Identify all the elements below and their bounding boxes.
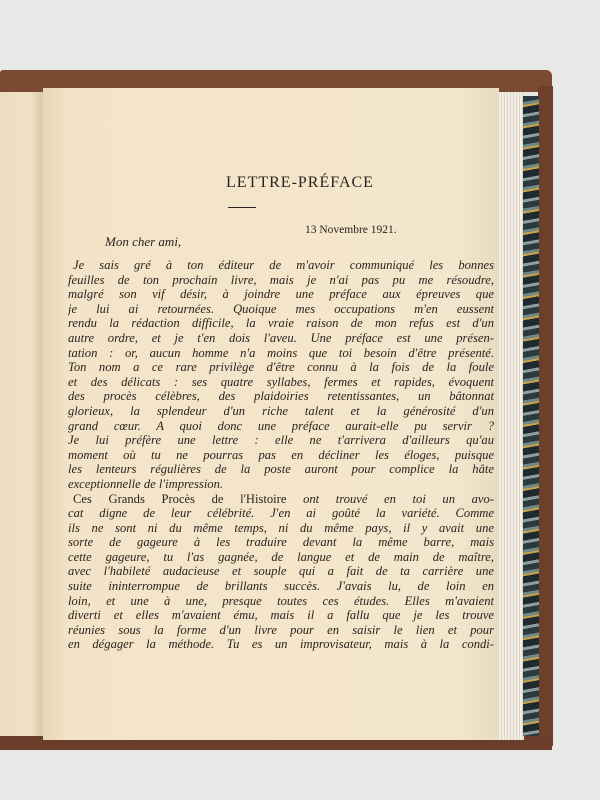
text-line-content: rendu la rédaction difficile, la vraie raison de mon refus est d'un — [68, 316, 494, 331]
text-line — [68, 492, 494, 507]
text-line-content: suite ininterrompue de brillants succès. J'avais lu, de loin en — [68, 579, 494, 594]
text-line — [68, 594, 494, 609]
text-line-content: sorte de gageure à les traduire devant la même barre, mais — [68, 535, 494, 550]
text-line — [68, 287, 494, 302]
text-line — [68, 273, 494, 288]
text-line — [68, 608, 494, 623]
text-line — [68, 258, 494, 273]
salutation: Mon cher ami, — [105, 234, 182, 249]
text-line — [68, 302, 494, 317]
text-line-content: des procès célèbres, des plaidoiries retentissantes, un bâtonnat — [68, 389, 494, 404]
text-line-content: autre ordre, et je t'en dois l'aveu. Une préface est une présen- — [68, 330, 494, 345]
letter-date: 13 Novembre 1921. — [305, 224, 397, 236]
text-line — [68, 462, 494, 477]
text-line — [68, 477, 494, 492]
book-title-reference: Ces Grands Procès de l'Histoire — [73, 491, 287, 506]
text-line — [68, 535, 494, 550]
text-line — [68, 637, 494, 652]
text-line-content: loin, et une à une, presque toutes ces études. Elles m'avaient — [68, 593, 494, 608]
text-line-content: les lenteurs régulières de la poste auront pour complice la hâte — [68, 462, 494, 477]
text-line-content: avec l'habileté audacieuse et souple qui a fait de ta carrière une — [68, 564, 494, 579]
text-line-content: glorieux, la splendeur d'un riche talent et la générosité d'un — [68, 403, 494, 418]
text-line-content: en dégager la méthode. Tu es un improvisateur, mais à la condi- — [68, 637, 494, 652]
text-line — [68, 521, 494, 536]
text-line-content: Ton nom a ce rare privilège d'être connu à la fois de la foule — [68, 360, 494, 375]
text-line — [68, 623, 494, 638]
title-divider — [228, 207, 256, 208]
text-line-content: cette gageure, tu l'as gagnée, de langue et de main de maître, — [68, 549, 494, 564]
text-line — [68, 448, 494, 463]
text-line — [68, 389, 494, 404]
text-line-content: moment où tu ne pourras pas en décliner les éloges, puisque — [68, 447, 494, 462]
text-line-content: et des délicats : ses quatre syllabes, fermes et rapides, évoquent — [68, 374, 494, 389]
page-title: LETTRE-PRÉFACE — [226, 174, 374, 191]
marbled-edge — [523, 96, 539, 736]
text-line-content: ont trouvé en toi un avo- — [286, 491, 494, 506]
text-line — [68, 564, 494, 579]
text-line-content: grand cœur. A quoi donc une préface aurait-elle pu servir ? — [68, 418, 494, 433]
text-line-content: exceptionnelle de l'impression. — [68, 476, 224, 491]
text-line-content: ils ne sont ni du même temps, ni du même pays, il y avait une — [68, 520, 494, 535]
text-line-content: tation : or, aucun homme n'a moins que toi besoin d'être présenté. — [68, 345, 494, 360]
text-line — [68, 506, 494, 521]
letter-body — [68, 258, 494, 652]
text-line-content: cat digne de leur célébrité. J'en ai goûté la variété. Comme — [68, 506, 494, 521]
text-line-content: je lui ai retournées. Quoique mes occupations m'en eussent — [68, 301, 494, 316]
text-line — [68, 579, 494, 594]
text-line — [68, 360, 494, 375]
text-line — [68, 433, 494, 448]
text-line-content: Je sais gré à ton éditeur de m'avoir communiqué les bonnes — [73, 258, 494, 272]
text-line-content: Je lui préfère une lettre : elle ne t'arrivera d'ailleurs qu'au — [68, 433, 494, 448]
text-line-content: feuilles de ton prochain livre, mais je n'ai pas pu me résoudre, — [68, 272, 494, 287]
text-line — [68, 331, 494, 346]
text-line — [68, 316, 494, 331]
text-line — [68, 375, 494, 390]
text-line — [68, 419, 494, 434]
text-line — [68, 550, 494, 565]
text-line-content: malgré son vif désir, à joindre une préface aux épreuves que — [68, 287, 494, 302]
text-line-content: diverti et elles m'avaient ému, mais il a fallu que je les trouve — [68, 608, 494, 623]
text-line — [68, 346, 494, 361]
text-line — [68, 404, 494, 419]
text-line-content: réunies sous la forme d'un livre pour en saisir le lien et pour — [68, 622, 494, 637]
